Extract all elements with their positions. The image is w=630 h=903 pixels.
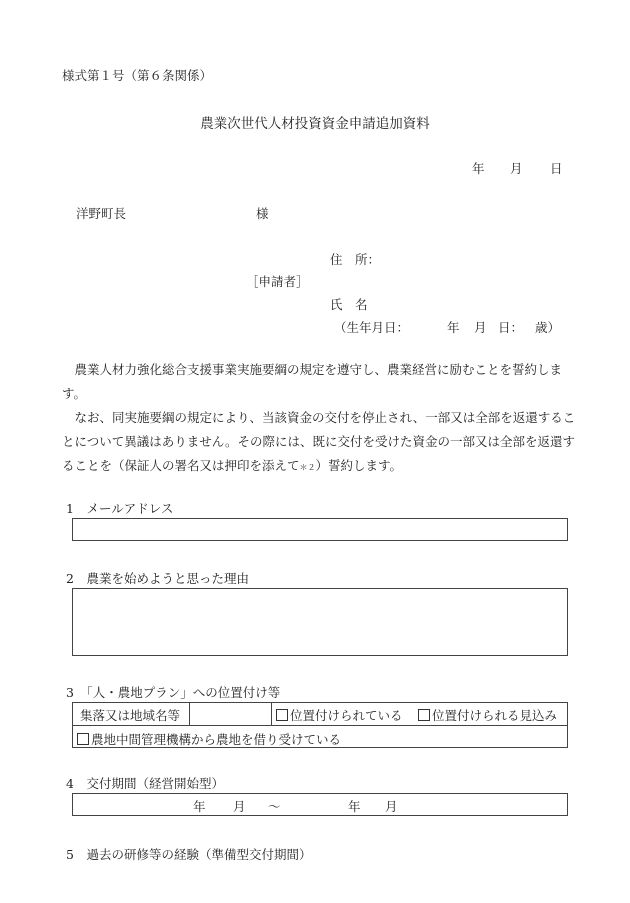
dob-year: 年 <box>447 320 460 335</box>
period-tilde: ～ <box>268 799 281 814</box>
lease-label: 農地中間管理機構から農地を借り受けている <box>91 732 342 747</box>
plan-table-row-divider <box>72 725 568 726</box>
pledge-text-2a: なお、同実施要綱の規定により、当該資金の交付を停止され、一部又は全部を返還することについて異議はありません。その際には、既に交付を受けた資金の一部又は全部を返還することを（保証人の署名又は押印を添えて <box>62 410 576 473</box>
document-title: 農業次世代人材投資資金申請追加資料 <box>200 116 430 132</box>
email-field[interactable] <box>72 518 568 541</box>
reason-field[interactable] <box>72 588 568 656</box>
addressee-name: 洋野町長 <box>76 206 127 221</box>
section-email-heading: 1 メールアドレス <box>66 501 174 516</box>
name-label: 氏 名 <box>330 297 368 312</box>
footnote-marker: ＊２ <box>299 463 316 472</box>
period-field[interactable] <box>72 793 568 816</box>
expected-checkbox[interactable] <box>418 709 430 721</box>
dob-day: 日： <box>498 320 524 335</box>
section-reason-heading: 2 農業を始めようと思った理由 <box>66 571 249 586</box>
section-training-heading: 5 過去の研修等の経験（準備型交付期間） <box>66 847 312 862</box>
dob-prefix: （生年月日： <box>334 320 410 335</box>
positioned-label: 位置付けられている <box>290 708 403 723</box>
addressee-honorific: 様 <box>256 206 269 221</box>
expected-option[interactable] <box>418 706 557 724</box>
plan-table-col-divider-2 <box>271 702 272 725</box>
form-number: 様式第１号（第６条関係） <box>62 68 213 83</box>
period-month-1: 月 <box>233 799 246 814</box>
pledge-text-2b: ）誓約します。 <box>315 458 403 473</box>
area-label: 集落又は地域名等 <box>80 708 181 723</box>
dob-month: 月 <box>474 320 487 335</box>
section-period-heading: 4 交付期間（経営開始型） <box>66 776 224 791</box>
pledge-paragraph-2 <box>62 406 580 480</box>
expected-label: 位置付けられる見込み <box>432 708 558 723</box>
pledge-paragraph-1 <box>62 358 580 406</box>
address-label: 住 所： <box>330 252 381 267</box>
date-year: 年 <box>472 161 485 176</box>
positioned-option[interactable] <box>276 706 403 724</box>
period-month-2: 月 <box>385 799 398 814</box>
period-year-2: 年 <box>348 799 361 814</box>
lease-option[interactable] <box>77 730 341 748</box>
area-name-field[interactable] <box>190 703 271 725</box>
section-plan-heading: 3 「人・農地プラン」への位置付け等 <box>66 685 281 700</box>
positioned-checkbox[interactable] <box>276 709 288 721</box>
pledge-text-1: 農業人材力強化総合支援事業実施要綱の規定を遵守し、農業経営に励むことを誓約します。 <box>62 362 563 401</box>
lease-checkbox[interactable] <box>77 733 89 745</box>
applicant-label: ［申請者］ <box>246 274 309 289</box>
date-day: 日 <box>550 161 563 176</box>
dob-age: 歳） <box>535 320 561 335</box>
date-month: 月 <box>510 161 523 176</box>
period-year-1: 年 <box>193 799 206 814</box>
